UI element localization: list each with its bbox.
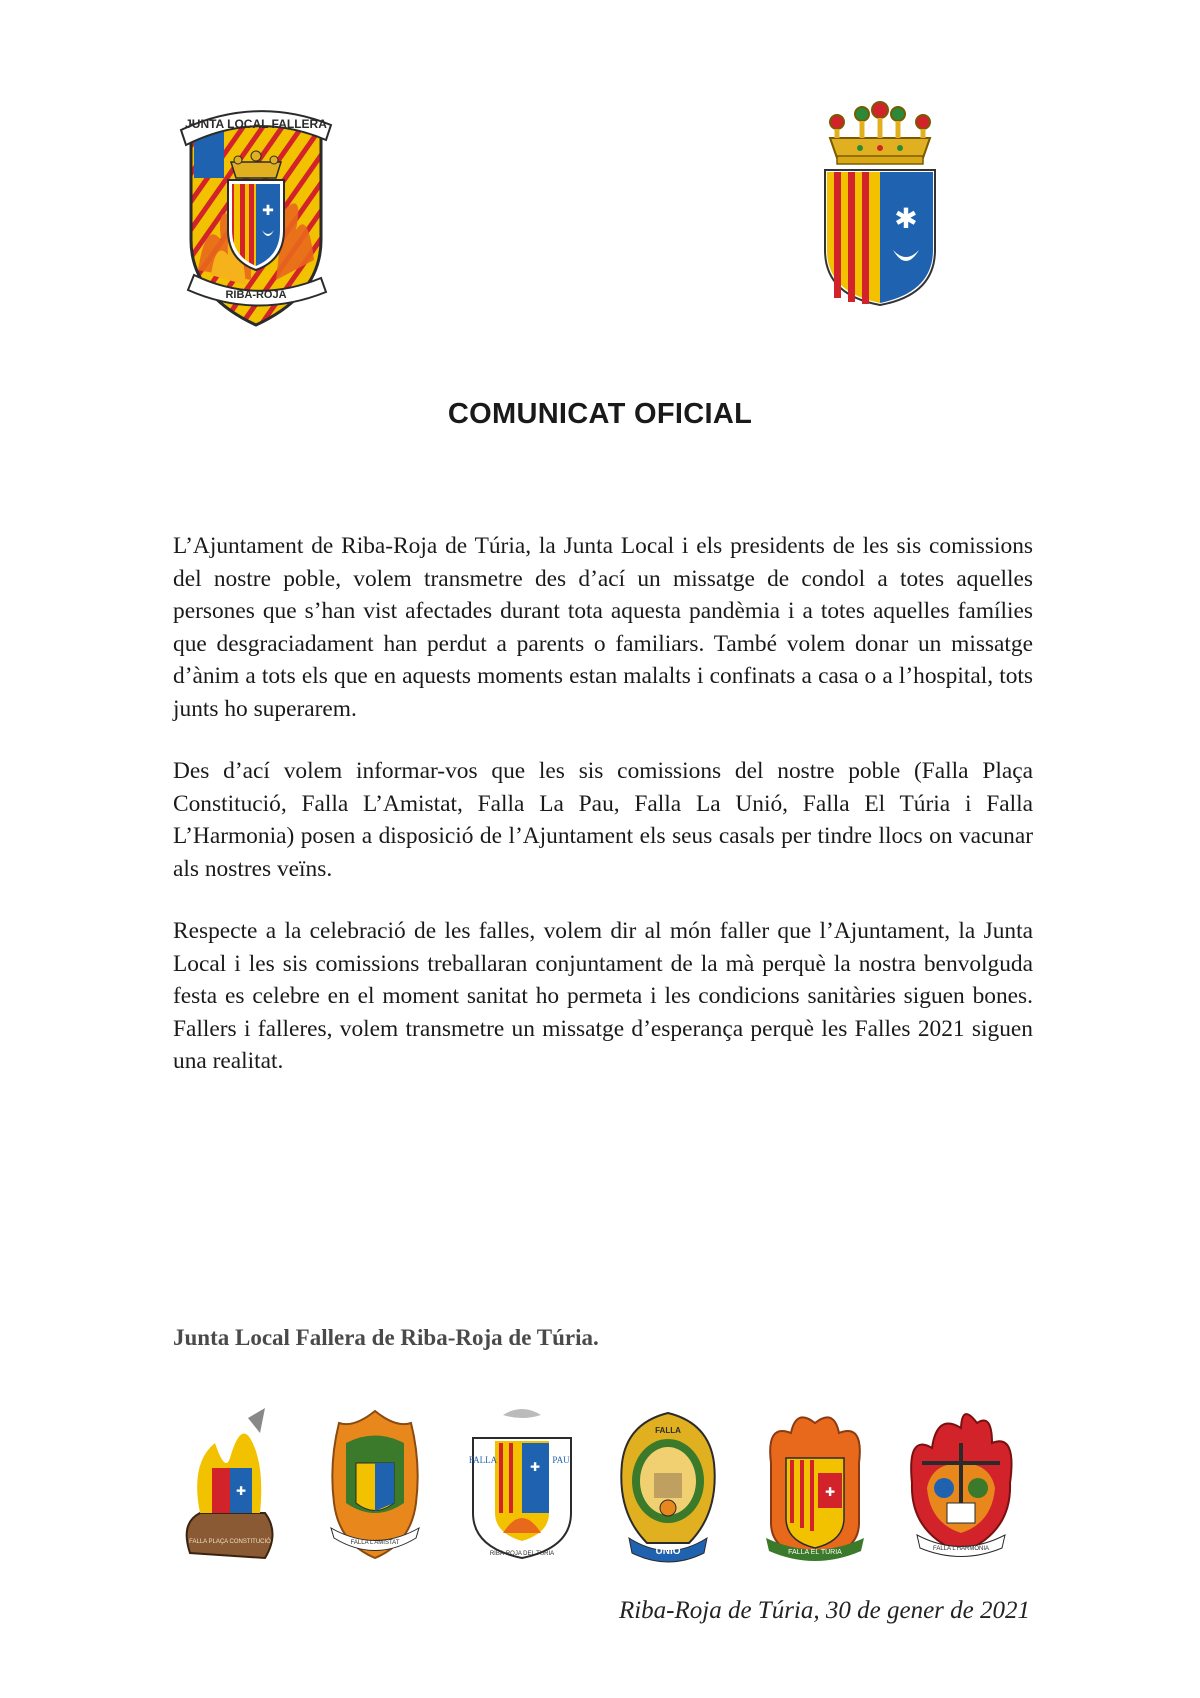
falla-placa-constitucio-emblem: [170, 1403, 288, 1563]
svg-text:RIBA-ROJA DEL TURIA: RIBA-ROJA DEL TURIA: [489, 1551, 554, 1557]
svg-text:UNIÓ: UNIÓ: [655, 1546, 681, 1557]
paragraph-falles-celebration: Respecte a la celebració de les falles, volem dir al món faller que l’Ajuntament, la Junta Local i les sis comissions treballaran conjuntament de la mà perquè la nostra benvolguda festa es celebre en el moment sanitat ho permeta i les condicions sanitàries siguen bones. Fallers i falleres, volem transmetre un missatge d’esperança perquè les Falles 2021 siguen una realitat.: [173, 918, 1033, 1074]
riba-roja-coat-of-arms: [815, 100, 945, 310]
svg-text:✚: ✚: [235, 1484, 247, 1498]
falla-lharmonia-emblem: [902, 1403, 1020, 1563]
svg-text:FALLA PLAÇA CONSTITUCIÓ: FALLA PLAÇA CONSTITUCIÓ: [189, 1539, 271, 1545]
svg-text:FALLA EL TURIA: FALLA EL TURIA: [787, 1549, 842, 1556]
svg-text:✚: ✚: [262, 203, 274, 219]
svg-text:FALLA L’AMISTAT: FALLA L’AMISTAT: [350, 1540, 400, 1546]
falla-la-pau-emblem: [463, 1403, 581, 1563]
svg-text:FALLA: FALLA: [655, 1426, 682, 1435]
falla-emblems-row: [170, 1398, 1020, 1563]
signature: Junta Local Fallera de Riba-Roja de Túria.: [173, 1325, 599, 1350]
paragraph-condolence: L’Ajuntament de Riba-Roja de Túria, la Junta Local i els presidents de les sis comissions del nostre poble, volem transmetre des d’ací un missatge de condol a totes aquelles persones que s’han vist afectades durant tota aquesta pandèmia i a totes aquelles famílies que desgraciadament han perdut a parents o familiars. També volem donar un missatge d’ànim a tots els que en aquests moments estan malalts i confinats a casa o a l’hospital, tots junts ho superarem.: [173, 533, 1033, 722]
svg-text:FALLA: FALLA: [468, 1455, 497, 1465]
svg-text:✚: ✚: [824, 1485, 835, 1499]
svg-text:RIBA-ROJA: RIBA-ROJA: [225, 289, 287, 301]
junta-local-fallera-logo: [176, 100, 336, 335]
svg-text:JUNTA LOCAL FALLERA: JUNTA LOCAL FALLERA: [185, 117, 327, 131]
svg-text:✚: ✚: [529, 1460, 540, 1474]
falla-el-turia-emblem: [756, 1403, 874, 1563]
falla-lamistat-emblem: [316, 1403, 434, 1563]
paragraph-vaccination: Des d’ací volem informar-vos que les sis comissions del nostre poble (Falla Plaça Constitució, Falla L’Amistat, Falla La Pau, Falla La Unió, Falla El Túria i Falla L’Harmonia) posen a disposició de l’Ajuntament els seus casals per tindre llocs on vacunar als nostres veïns.: [173, 758, 1033, 882]
document-date: Riba-Roja de Túria, 30 de gener de 2021: [618, 1597, 1030, 1624]
svg-text:FALLA L’HARMONIA: FALLA L’HARMONIA: [932, 1546, 989, 1552]
page-title: COMUNICAT OFICIAL: [447, 398, 753, 430]
svg-text:PAU: PAU: [552, 1455, 570, 1465]
falla-la-unio-emblem: [609, 1403, 727, 1563]
svg-text:✱: ✱: [894, 202, 918, 235]
document-body: [173, 530, 1033, 1108]
